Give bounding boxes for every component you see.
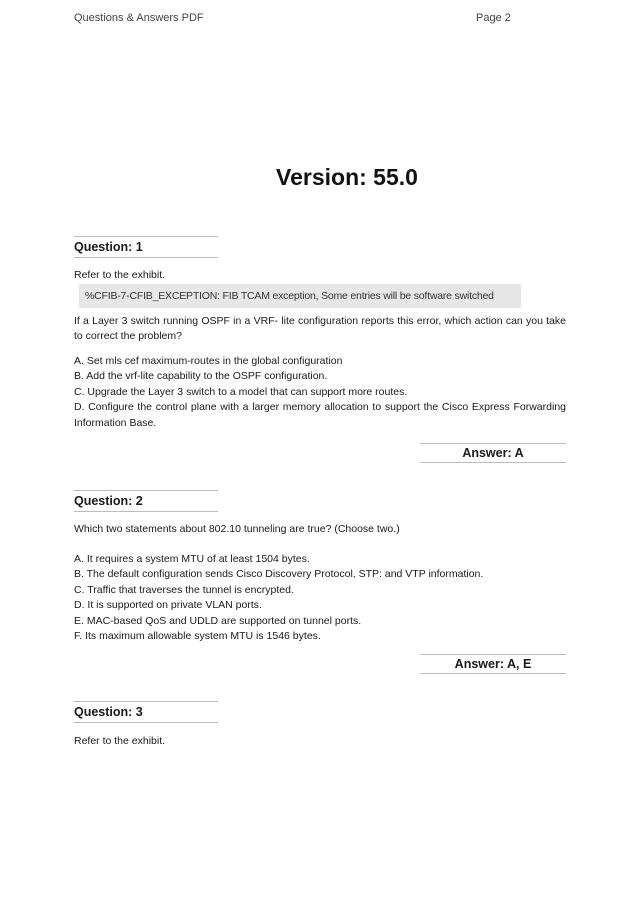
question-1-options (74, 354, 566, 431)
question-2-label: Question: 2 (74, 490, 218, 512)
question-2-stem: Which two statements about 802.10 tunneling are true? (Choose two.) (74, 523, 400, 535)
question-2-answer: Answer: A, E (420, 654, 566, 674)
question-1-option-d: D. Configure the control plane with a larger memory allocation to support the Cisco Express Forwarding Information Base. (74, 401, 566, 429)
question-2-options (74, 552, 566, 644)
question-1-exhibit: %CFIB-7-CFIB_EXCEPTION: FIB TCAM exception, Some entries will be software switched (79, 284, 521, 308)
question-1-option-a: A. Set mls cef maximum-routes in the global configuration (74, 355, 343, 367)
question-1-label: Question: 1 (74, 236, 218, 258)
question-1-intro: Refer to the exhibit. (74, 269, 166, 281)
header-title: Questions & Answers PDF (74, 12, 204, 24)
version-title: Version: 55.0 (276, 164, 418, 190)
question-2-option-a: A. It requires a system MTU of at least 1504 bytes. (74, 553, 310, 565)
question-2-option-e: E. MAC-based QoS and UDLD are supported on tunnel ports. (74, 614, 362, 627)
question-2-option-b: B. The default configuration sends Cisco Discovery Protocol, STP: and VTP information. (74, 568, 484, 581)
question-1-option-b: B. Add the vrf-lite capability to the OSPF configuration. (74, 370, 328, 383)
page-number: Page 2 (476, 12, 511, 24)
question-2-option-d: D. It is supported on private VLAN ports. (74, 599, 262, 612)
question-1-stem: If a Layer 3 switch running OSPF in a VRF- lite configuration reports this error, which action can you take to correct the problem? (74, 315, 566, 343)
question-1-option-c: C. Upgrade the Layer 3 switch to a model that can support more routes. (74, 385, 408, 398)
question-3-label: Question: 3 (74, 701, 218, 723)
question-2-option-c: C. Traffic that traverses the tunnel is encrypted. (74, 583, 294, 596)
question-2-option-f: F. Its maximum allowable system MTU is 1546 bytes. (74, 630, 321, 643)
question-3-intro: Refer to the exhibit. (74, 735, 166, 747)
question-1-answer: Answer: A (420, 443, 566, 463)
